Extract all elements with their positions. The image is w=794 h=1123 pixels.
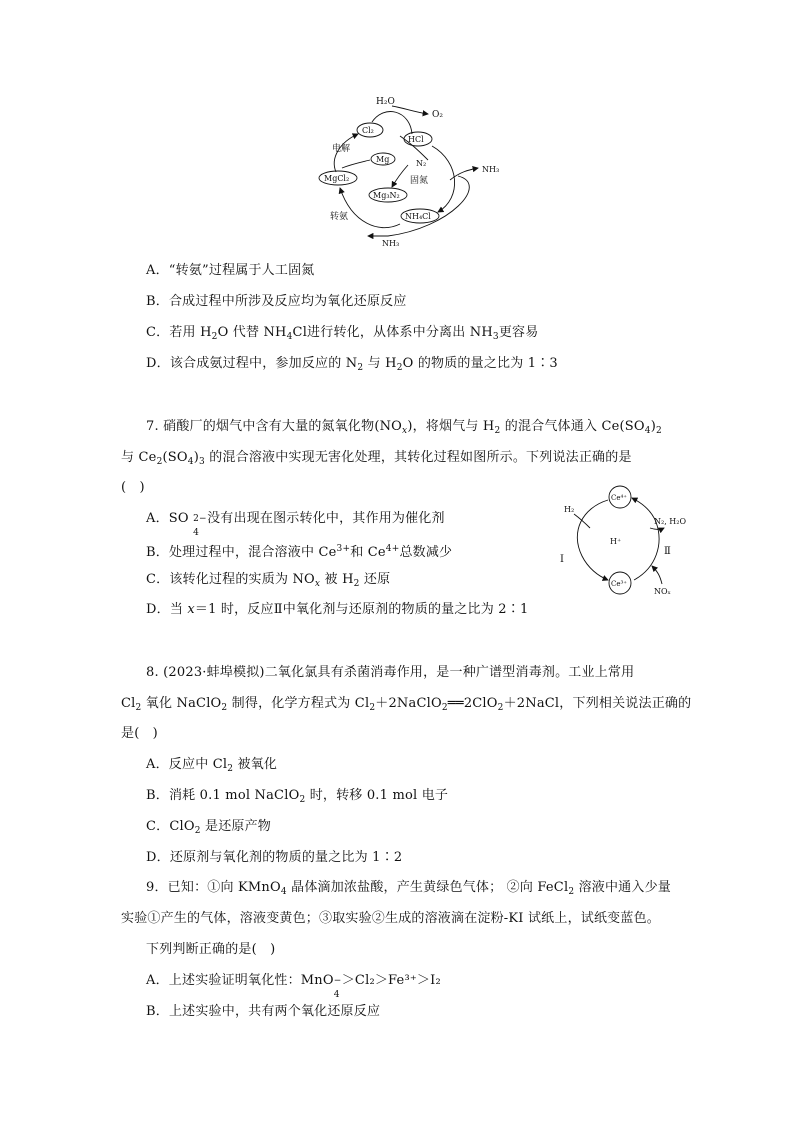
nh3-right-label: NH₃ — [482, 165, 500, 174]
mg-label: Mg — [376, 155, 390, 164]
q6-option-d: D．该合成氨过程中，参加反应的 $N_2$ 与 $H_2O$ 的物质的量之比为 1∶3 — [146, 356, 558, 373]
reaction-i-label: Ⅰ — [560, 554, 564, 565]
hcl-label: HCl — [408, 135, 424, 144]
reaction-ii-label: Ⅱ — [664, 546, 671, 557]
nitrogen-fixation-label: 固氮 — [410, 176, 429, 186]
o2-label: O₂ — [432, 110, 443, 120]
q7-option-c: C．该转化过程的实质为 $NO_x$ 被 $H_2$ 还原 — [146, 572, 391, 589]
q7-option-a: A．SO 2− 4 没有出现在图示转化中，其作用为催化剂 — [146, 511, 445, 538]
q9-stem-line-1: 9．已知：①向 KMnO$_4$ 晶体滴加浓盐酸，产生黄绿色气体； ②向 FeCl$_2$ 溶液中通入少量 — [146, 880, 671, 897]
q6-option-c: C．若用 $H_2O$ 代替 $NH_4Cl$进行转化，从体系中分离出 $NH_3$更容易 — [146, 325, 539, 342]
q9-option-a: A．上述实验证明氧化性：MnO − 4 ＞Cl₂＞Fe³⁺＞I₂ — [146, 973, 441, 1000]
mg3n2-label: Mg₃N₂ — [373, 191, 400, 200]
cerium-cycle-diagram — [552, 484, 702, 602]
q8-option-a: A．反应中 $Cl_2$ 被氧化 — [146, 757, 278, 774]
q8-stem-line-1: 8. (2023·蚌埠模拟)二氧化氯具有杀菌消毒作用，是一种广谱型消毒剂。工业上常用 — [146, 665, 635, 680]
q9-stem-line-2: 实验①产生的气体，溶液变黄色；③取实验②生成的溶液滴在淀粉-KI 试纸上，试纸变蓝色。 — [121, 911, 660, 926]
nox-label: NOₓ — [654, 587, 671, 596]
q6-option-b: B．合成过程中所涉及反应均为氧化还原反应 — [146, 294, 407, 309]
q8-option-b: B．消耗 0.1 mol NaClO$_2$ 时，转移 0.1 mol 电子 — [146, 788, 449, 805]
q8-stem-line-2: $Cl_2$ 氧化 NaClO$_2$ 制得，化学方程式为 $Cl_2+2NaClO_2══2ClO_2+2NaCl$，下列相关说法正确的 — [121, 696, 692, 713]
electrolysis-label: 电解 — [332, 144, 351, 154]
q9-option-b: B．上述实验中，共有两个氧化还原反应 — [146, 1004, 381, 1019]
q8-stem-line-3: 是( ) — [121, 726, 158, 741]
h2-label: H₂ — [564, 505, 575, 514]
q8-option-c: C．ClO$_2$ 是还原产物 — [146, 819, 271, 836]
ce4-label: Ce⁴⁺ — [611, 494, 627, 502]
q7-stem-line-3: ( ) — [121, 480, 145, 495]
nh4cl-label: NH₄Cl — [405, 212, 431, 221]
q8-option-d: D．还原剂与氧化剂的物质的量之比为 1∶2 — [146, 850, 403, 865]
ammonia-synthesis-cycle-diagram — [300, 88, 520, 250]
q7-option-d: D．当 x＝1 时，反应Ⅱ中氧化剂与还原剂的物质的量之比为 2∶1 — [146, 602, 529, 617]
q7-stem-line-2: 与 $Ce_2(SO_4)_3$ 的混合溶液中实现无害化处理，其转化过程如图所示。下列说法正确的是 — [121, 450, 632, 467]
ce3-label: Ce³⁺ — [611, 580, 627, 588]
n2-h2o-label: N₂, H₂O — [654, 517, 687, 526]
h2o-label: H₂O — [376, 97, 395, 107]
q9-stem-line-3: 下列判断正确的是( ) — [146, 942, 276, 957]
h-plus-label: H⁺ — [610, 537, 622, 546]
transamination-label: 转氨 — [330, 212, 349, 222]
nh3-bottom-label: NH₃ — [382, 239, 400, 248]
n2-label: N₂ — [416, 159, 427, 168]
cl2-label: Cl₂ — [362, 126, 374, 135]
q7-option-b: B．处理过程中，混合溶液中 $Ce^{3+}$和 $Ce^{4+}$总数减少 — [146, 544, 453, 560]
q7-stem-line-1: 7. 硝酸厂的烟气中含有大量的氮氧化物$(NO_x)$，将烟气与 $H_2$ 的混合气体通入 $Ce(SO_4)_2$ — [146, 419, 662, 436]
q6-option-a: A．“转氨”过程属于人工固氮 — [146, 263, 315, 278]
mgcl2-label: MgCl₂ — [324, 174, 350, 183]
